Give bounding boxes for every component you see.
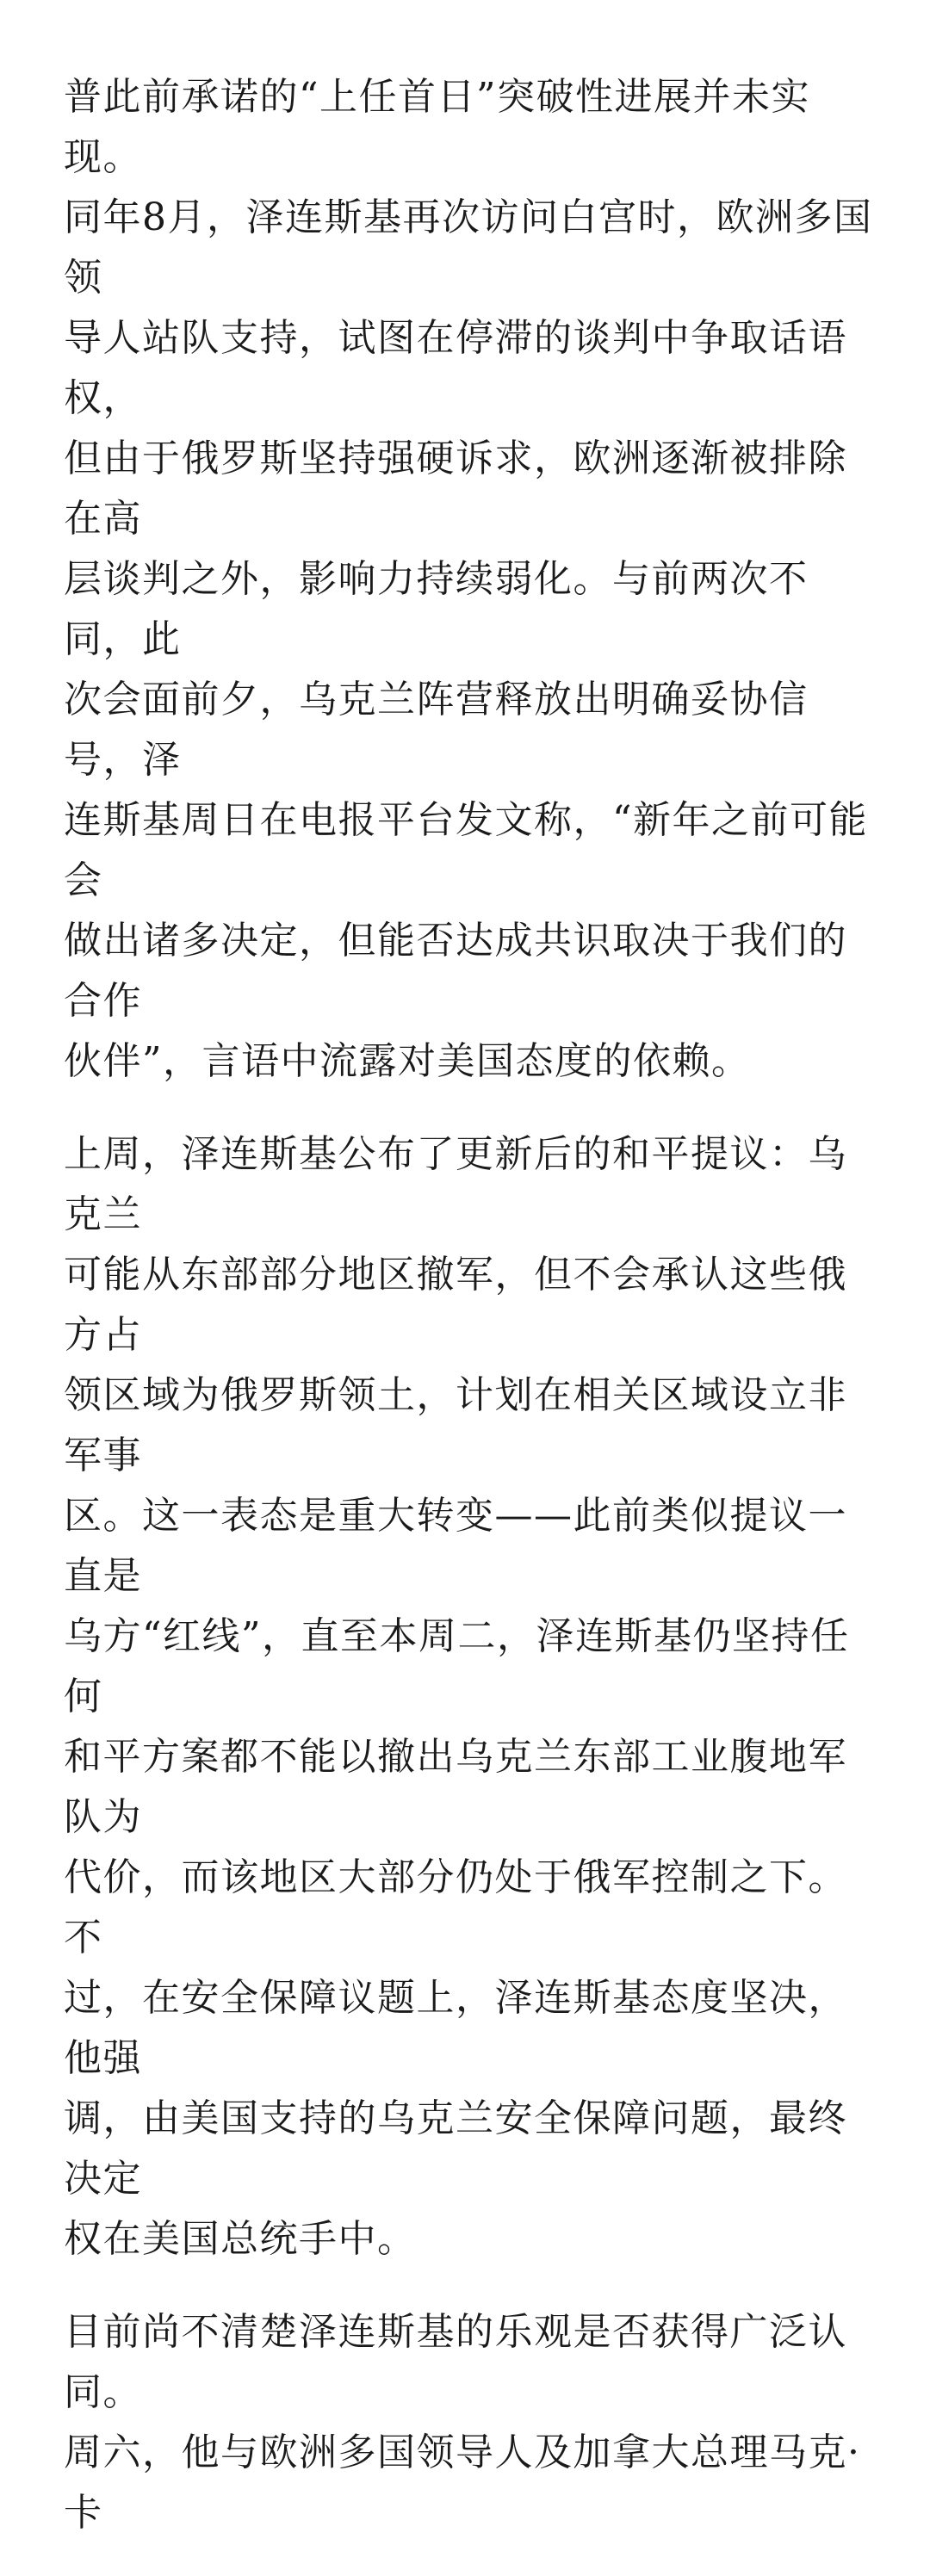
article-body (64, 67, 873, 2576)
article-paragraph-3: 目前尚不清楚泽连斯基的乐观是否获得广泛认同。 周六，他与欧洲多国领导人及加拿大总理马克·卡 (64, 2310, 861, 2535)
article-paragraph-2: 上周，泽连斯基公布了更新后的和平提议：乌克兰 可能从东部部分地区撤军，但不会承认这些俄方占 领区域为俄罗斯领土，计划在相关区域设立非军事 区。这一表态是重大转变——此前类似提议一直是 乌方“红线”，直至本周二，泽连斯基仍坚持任何 和平方案都不能以撤出乌克兰东部工业腹地军队为 代价，而该地区大部分仍处于俄军控制之下。不 过，在安全保障议题上，泽连斯基态度坚决，他强 调，由美国支持的乌克兰安全保障问题，最终决定 权在美国总统手中。 (64, 1132, 850, 2261)
article-paragraph-1: 普此前承诺的“上任首日”突破性进展并未实现。 同年8月，泽连斯基再次访问白宫时，欧洲多国领 导人站队支持，试图在停滞的谈判中争取话语权， 但由于俄罗斯坚持强硬诉求，欧洲逐渐被排除在高 层谈判之外，影响力持续弱化。与前两次不同，此 次会面前夕，乌克兰阵营释放出明确妥协信号，泽 连斯基周日在电报平台发文称，“新年之前可能会 做出诸多决定，但能否达成共识取决于我们的合作 伙伴”，言语中流露对美国态度的依赖。 (64, 75, 873, 1083)
